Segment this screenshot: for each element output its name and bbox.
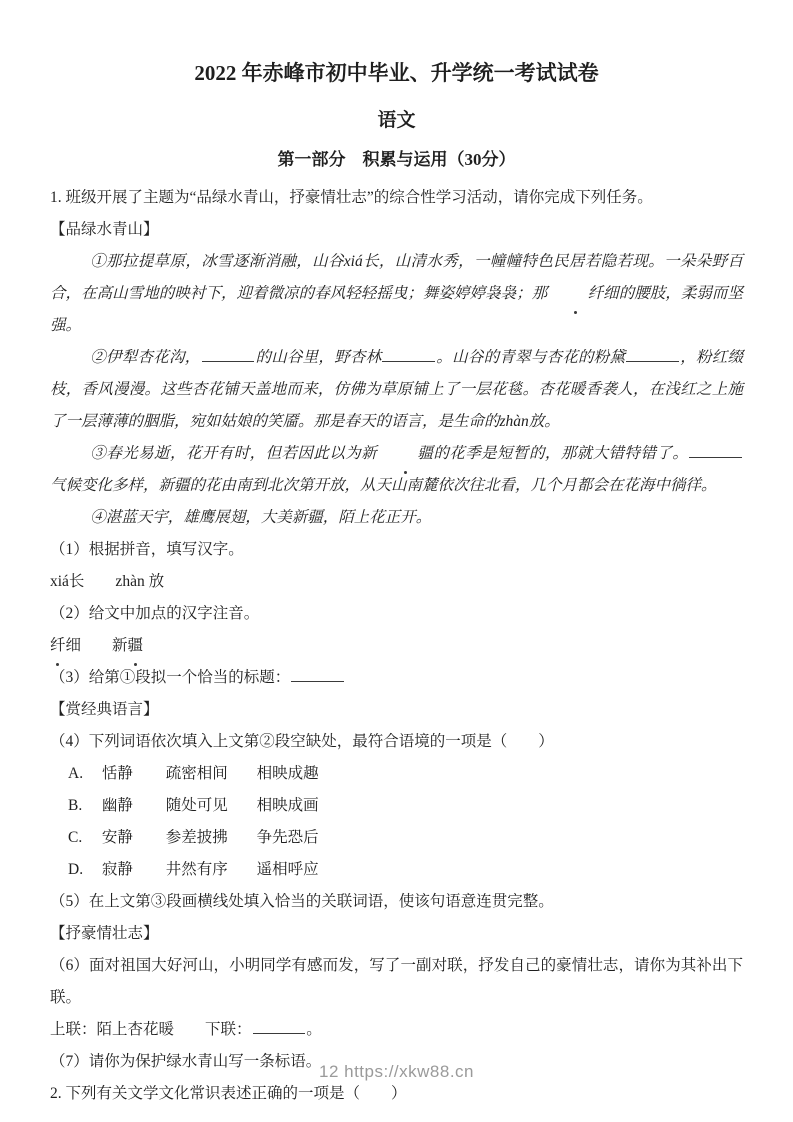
question-1-1-stem: （1）根据拼音，填写汉字。	[50, 541, 244, 558]
question-1-3-stem: （3）给第①段拟一个恰当的标题：	[50, 662, 743, 694]
page-footer-watermark: 12 https://xkw88.cn	[318, 1062, 475, 1081]
option-d-word-3: 遥相呼应	[256, 861, 319, 878]
option-a-word-1: 恬静	[101, 765, 133, 782]
question-1-2-words: 纤细 新疆	[50, 630, 743, 662]
option-a-word-3: 相映成趣	[256, 765, 319, 782]
emphasis-dot-char: 疆	[377, 438, 433, 470]
question-1-6-stem: （6）面对祖国大好河山，小明同学有感而发，写了一副对联，抒发自己的豪情壮志，请你为其补出下联。	[50, 957, 743, 1006]
option-b	[50, 790, 743, 822]
paragraph-2: ②伊犁杏花沟， 的山谷里，野杏林 。山谷的青翠与杏花的粉黛 ，粉红缀枝，香风漫漫。这些杏花铺天盖地而来，仿佛为草原铺上了一层花毯。杏花暖香袭人，在浅红之上施了一层薄薄的胭脂，宛如姑娘的笑靥。那是春天的语言，是生命的zhàn放。	[50, 349, 743, 430]
tag-shu-hao-qing-zhuang-zhi: 【抒豪情壮志】	[50, 925, 159, 942]
question-1-intro: 1. 班级开展了主题为“品绿水青山，抒豪情壮志”的综合性学习活动，请你完成下列任务。	[50, 189, 653, 206]
tag-shang-jing-dian-yu-yan: 【赏经典语言】	[50, 701, 159, 718]
option-b-word-1: 幽静	[101, 797, 133, 814]
option-d	[50, 854, 743, 886]
blank-underline	[202, 348, 255, 362]
paragraph-3: ③春光易逝，花开有时，但若因此以为新 疆的花季是短暂的，那就大错特错了。气候变化多样，新疆的花由南到北次第开放，从天山南麓依次往北看，几个月都会在花海中徜徉。	[50, 438, 743, 502]
question-1-5-stem: （5）在上文第③段画横线处填入恰当的关联词语，使该句语意连贯完整。	[50, 893, 554, 910]
emphasis-dot-char: 疆	[128, 630, 144, 662]
emphasis-dot-char: 纤	[547, 278, 603, 310]
paragraph-1: ①那拉提草原，冰雪逐渐消融，山谷xiá长，山清水秀，一幢幢特色民居若隐若现。一朵朵野百合，在高山雪地的映衬下，迎着微凉的春风轻轻摇曳；舞姿婷婷袅袅；那 纤细的腰肢，柔弱而坚强。	[50, 253, 743, 334]
question-1-1-pinyin-line: xiá长 zhàn 放	[50, 573, 165, 590]
option-d-word-1: 寂静	[101, 861, 133, 878]
section-heading: 第一部分 积累与运用（30分）	[277, 150, 516, 169]
question-2-stem: 2. 下列有关文学文化常识表述正确的一项是（ ）	[50, 1085, 407, 1102]
option-d-word-2: 井然有序	[165, 861, 228, 878]
subject-title: 语文	[377, 110, 416, 131]
blank-underline	[689, 444, 742, 458]
paragraph-4: ④湛蓝天宇，雄鹰展翅，大美新疆，陌上花正开。	[90, 509, 432, 526]
question-1-4-stem: （4）下列词语依次填入上文第②段空缺处，最符合语境的一项是（ ）	[50, 733, 554, 750]
blank-underline	[253, 1020, 306, 1034]
option-b-letter: B.	[68, 797, 83, 814]
question-1-7-stem: （7）请你为保护绿水青山写一条标语。	[50, 1053, 322, 1070]
option-d-letter: D.	[68, 861, 84, 878]
blank-underline	[382, 348, 435, 362]
tag-pin-lv-shui-qing-shan: 【品绿水青山】	[50, 221, 159, 238]
option-a-letter: A.	[68, 765, 84, 782]
option-b-word-2: 随处可见	[165, 797, 228, 814]
option-c-word-3: 争先恐后	[256, 829, 319, 846]
blank-underline	[291, 668, 344, 682]
question-1-6-couplet-line: 上联：陌上杏花暖 下联： 。	[50, 1021, 322, 1038]
question-1-2-stem: （2）给文中加点的汉字注音。	[50, 605, 260, 622]
option-c-word-1: 安静	[101, 829, 133, 846]
option-c-word-2: 参差披拂	[165, 829, 228, 846]
page-title: 2022 年赤峰市初中毕业、升学统一考试试卷	[194, 61, 599, 85]
blank-underline	[626, 348, 679, 362]
option-a-word-2: 疏密相间	[165, 765, 228, 782]
option-a	[50, 758, 743, 790]
option-b-word-3: 相映成画	[256, 797, 319, 814]
emphasis-dot-char: 纤	[50, 630, 66, 662]
option-c-letter: C.	[68, 829, 83, 846]
option-c	[50, 822, 743, 854]
